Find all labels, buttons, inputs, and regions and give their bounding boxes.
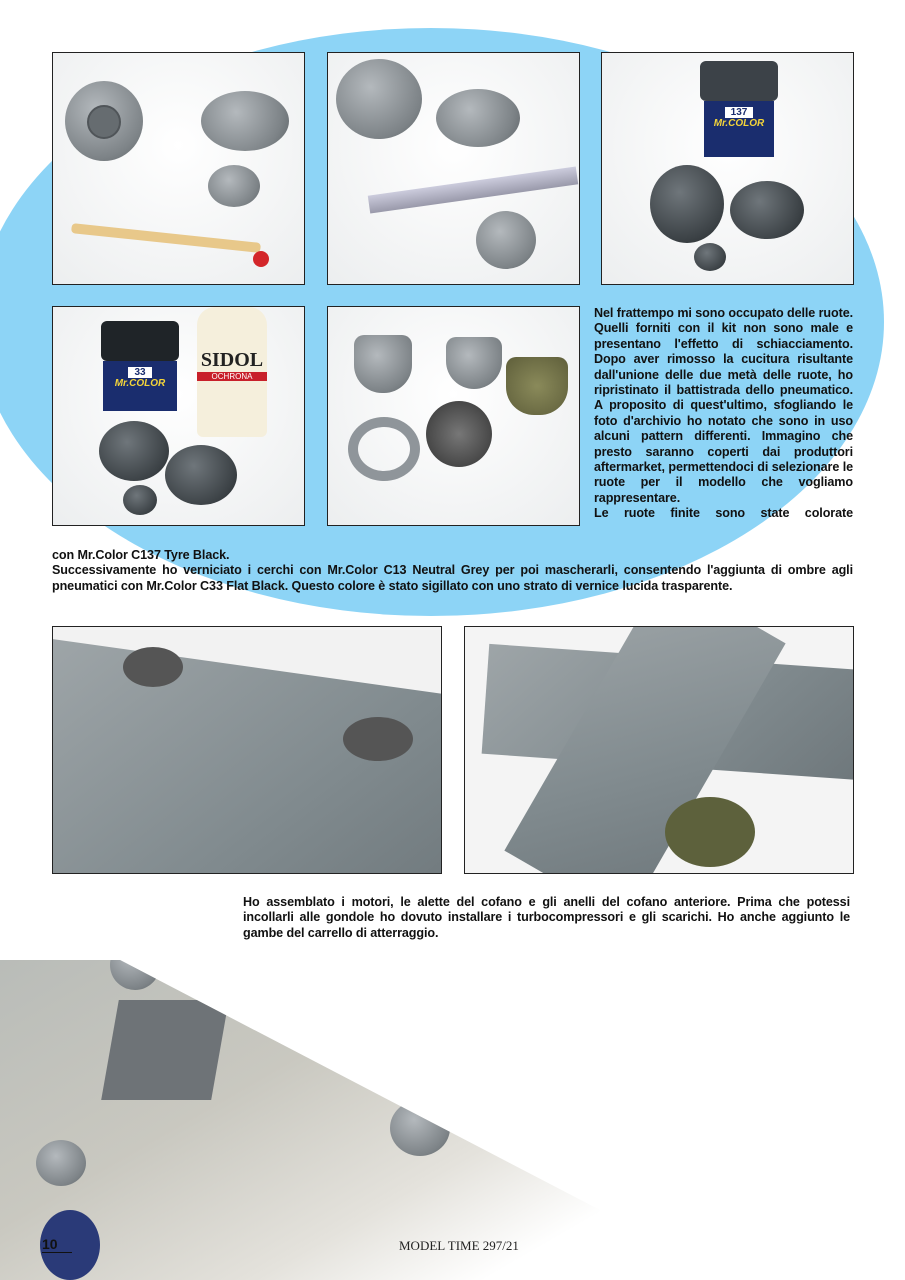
- sidol-sublabel: OCHRONA: [197, 372, 267, 381]
- paragraph: con Mr.Color C137 Tyre Black.: [52, 548, 230, 562]
- photo-engine-cowlings: [327, 306, 580, 526]
- magazine-issue: MODEL TIME 297/21: [399, 1238, 519, 1253]
- engines-text: [243, 895, 850, 941]
- photo-wheels-saw: [327, 52, 580, 285]
- wheels-column-text: [594, 306, 853, 522]
- photo-wing-nacelles: [52, 626, 442, 874]
- jar-number: 137: [725, 107, 753, 118]
- jar-brand: Mr.COLOR: [713, 118, 765, 129]
- paragraph: Successivamente ho verniciato i cerchi con Mr.Color C13 Neutral Grey per poi mascherarli, consentendo l'aggiunta di ombre agli pneumatici con Mr.Color C33 Flat Black. Questo colore è stato sigillato con uno strato di vernice lucida trasparente.: [52, 563, 853, 593]
- sidol-label: SIDOL: [200, 349, 264, 371]
- wheels-continued-text: [52, 548, 853, 594]
- jar-number: 33: [128, 367, 152, 378]
- paragraph: Ho assemblato i motori, le alette del cofano e gli anelli del cofano anteriore. Prima che potessi incollarli alle gondole ho dovuto installare i turbocompressori e gli scarichi. Ho anche aggiunto le gambe del carrello di atterraggio.: [243, 895, 850, 940]
- page-number: 10: [42, 1236, 72, 1253]
- photo-mrcolor-137: [601, 52, 854, 285]
- photo-bomber-model: [0, 960, 600, 1280]
- photo-mrcolor-33-sidol: [52, 306, 305, 526]
- photo-fuselage-tail: [464, 626, 854, 874]
- paragraph: Le ruote finite sono state colorate: [594, 506, 853, 521]
- photo-wheels-match: [52, 52, 305, 285]
- jar-brand: Mr.COLOR: [114, 378, 166, 389]
- paragraph: Nel frattempo mi sono occupato delle ruote. Quelli forniti con il kit non sono male e presentano l'effetto di schiacciamento. Dopo aver rimosso la cucitura risultante dall'unione delle due metà delle ruote, ho ripristinato il battistrada dello pneumatico. A proposito di quest'ultimo, sfogliando le foto d'archivio ho notato che sono in uso alcuni pattern differenti. Immagino che presto saranno coperti dai produttori aftermarket, permettendoci di selezionare le ruote per il modello che vogliamo rappresentare.: [594, 306, 853, 505]
